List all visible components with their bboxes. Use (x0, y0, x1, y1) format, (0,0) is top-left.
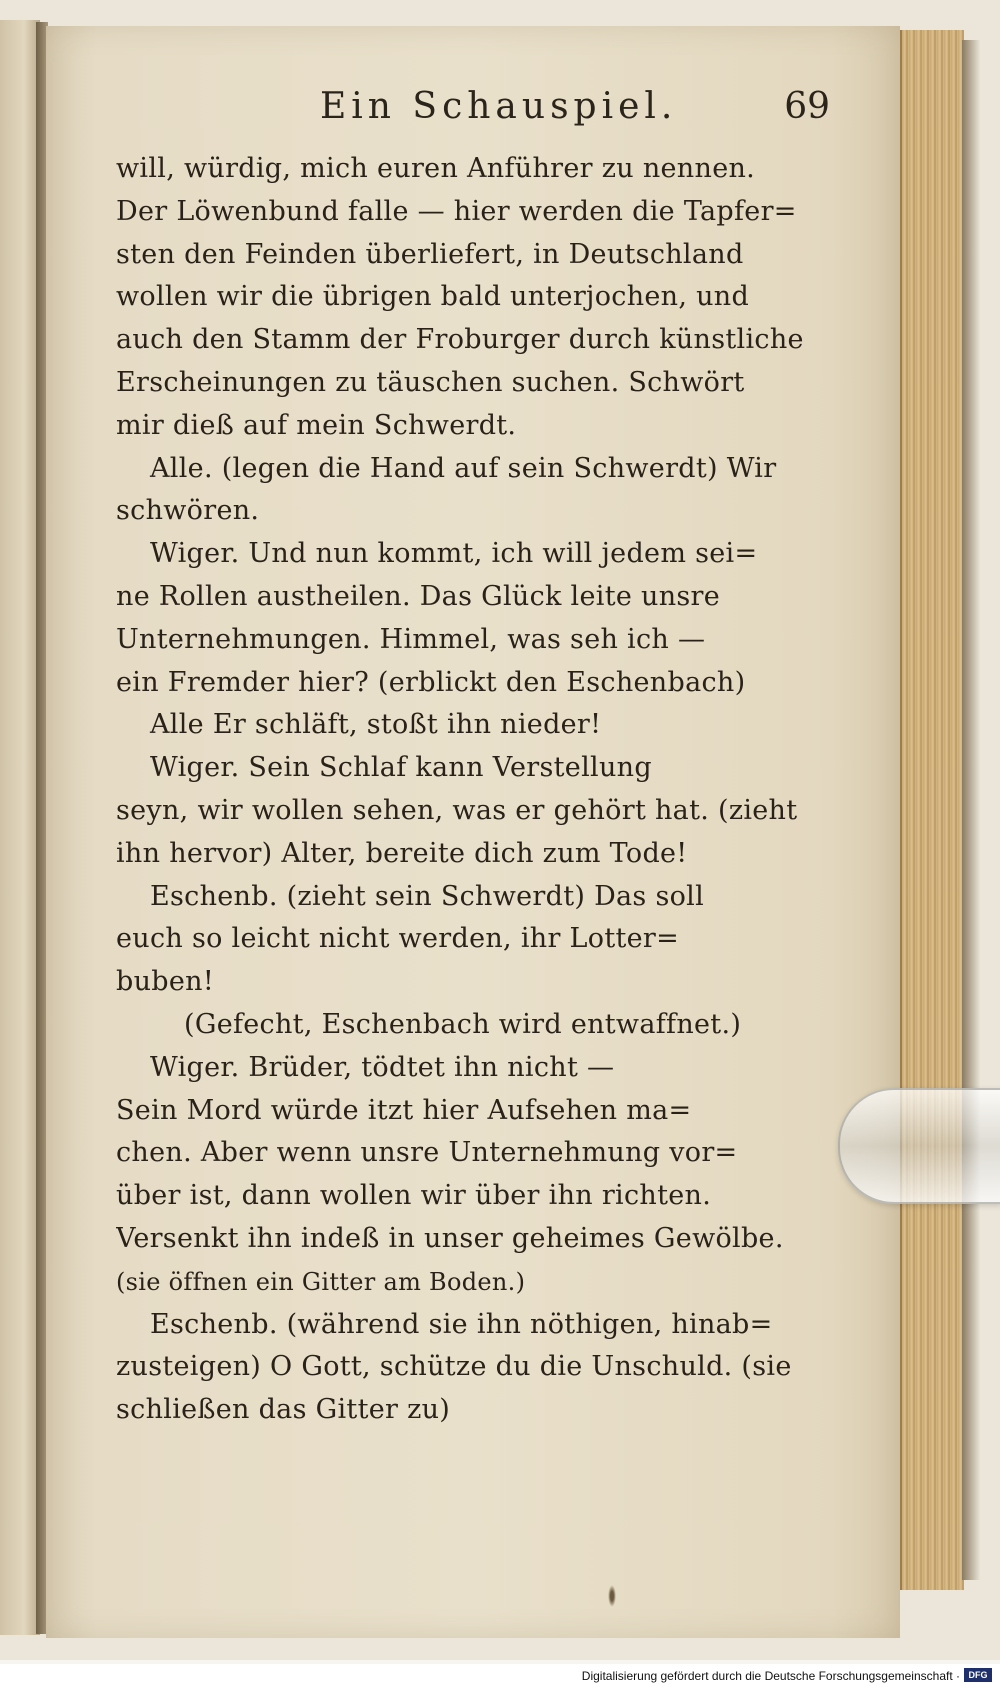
speaker-line: Wiger. Und nun kommt, ich will jedem sei= (150, 538, 758, 570)
text-line: Versenkt ihn indeß in unser geheimes Gewölbe. (116, 1222, 784, 1254)
page-number: 69 (784, 86, 830, 127)
text-line: ihn hervor) Alter, bereite dich zum Tode! (116, 837, 688, 869)
page-header-title: Ein Schauspiel. (320, 86, 678, 127)
speaker-line: Alle. (legen die Hand auf sein Schwerdt) Wir (150, 452, 777, 484)
speaker-line: Wiger. Sein Schlaf kann Verstellung (150, 752, 652, 784)
speaker-line: Eschenb. (während sie ihn nöthigen, hinab= (150, 1308, 773, 1340)
text-line: will, würdig, mich euren Anführer zu nennen. (116, 153, 756, 184)
speaker-line: Alle Er schläft, stoßt ihn nieder! (150, 709, 602, 741)
speaker-line: Eschenb. (zieht sein Schwerdt) Das soll (150, 880, 705, 912)
text-line: Unternehmungen. Himmel, was seh ich — (116, 623, 706, 655)
text-line: seyn, wir wollen sehen, was er gehört hat. (zieht (116, 794, 798, 826)
speaker-line: Wiger. Brüder, tödtet ihn nicht — (150, 1051, 615, 1083)
edge-shadow (962, 40, 980, 1580)
footer-credit: Digitalisierung gefördert durch die Deutsche Forschungsgemeinschaft · (581, 1669, 960, 1683)
text-line: buben! (116, 966, 214, 998)
text-line: wollen wir die übrigen bald unterjochen, und (116, 281, 750, 313)
text-line: zusteigen) O Gott, schütze du die Unschuld. (sie (116, 1351, 792, 1383)
dfg-logo: DFG (964, 1668, 992, 1682)
text-line: mir dieß auf mein Schwerdt. (116, 409, 517, 441)
text-line: schließen das Gitter zu) (116, 1394, 451, 1426)
text-line: euch so leicht nicht werden, ihr Lotter= (116, 923, 680, 955)
page-edges (900, 30, 964, 1590)
text-line: schwören. (116, 495, 260, 527)
running-head (110, 86, 830, 136)
text-line: über ist, dann wollen wir über ihn richten. (116, 1180, 712, 1212)
stage-direction: (sie öffnen ein Gitter am Boden.) (116, 1267, 526, 1296)
text-line: Sein Mord würde itzt hier Aufsehen ma= (116, 1094, 692, 1126)
page-holder-clip (838, 1088, 1000, 1204)
text-line: sten den Feinden überliefert, in Deutschland (116, 238, 744, 270)
text-line: ein Fremder hier? (erblickt den Eschenbach) (116, 666, 746, 698)
text-line: Der Löwenbund falle — hier werden die Tapfer= (116, 195, 797, 227)
text-line: auch den Stamm der Froburger durch künstliche (116, 324, 804, 356)
page-body-text (116, 148, 816, 1432)
left-page-edge (0, 20, 40, 1635)
text-line: chen. Aber wenn unsre Unternehmung vor= (116, 1137, 738, 1169)
stage-direction: (Gefecht, Eschenbach wird entwaffnet.) (184, 1008, 742, 1040)
text-line: ne Rollen austheilen. Das Glück leite unsre (116, 580, 721, 612)
footer-bar (0, 1664, 1000, 1689)
page-ornament (608, 1585, 616, 1607)
text-line: Erscheinungen zu täuschen suchen. Schwört (116, 366, 745, 398)
